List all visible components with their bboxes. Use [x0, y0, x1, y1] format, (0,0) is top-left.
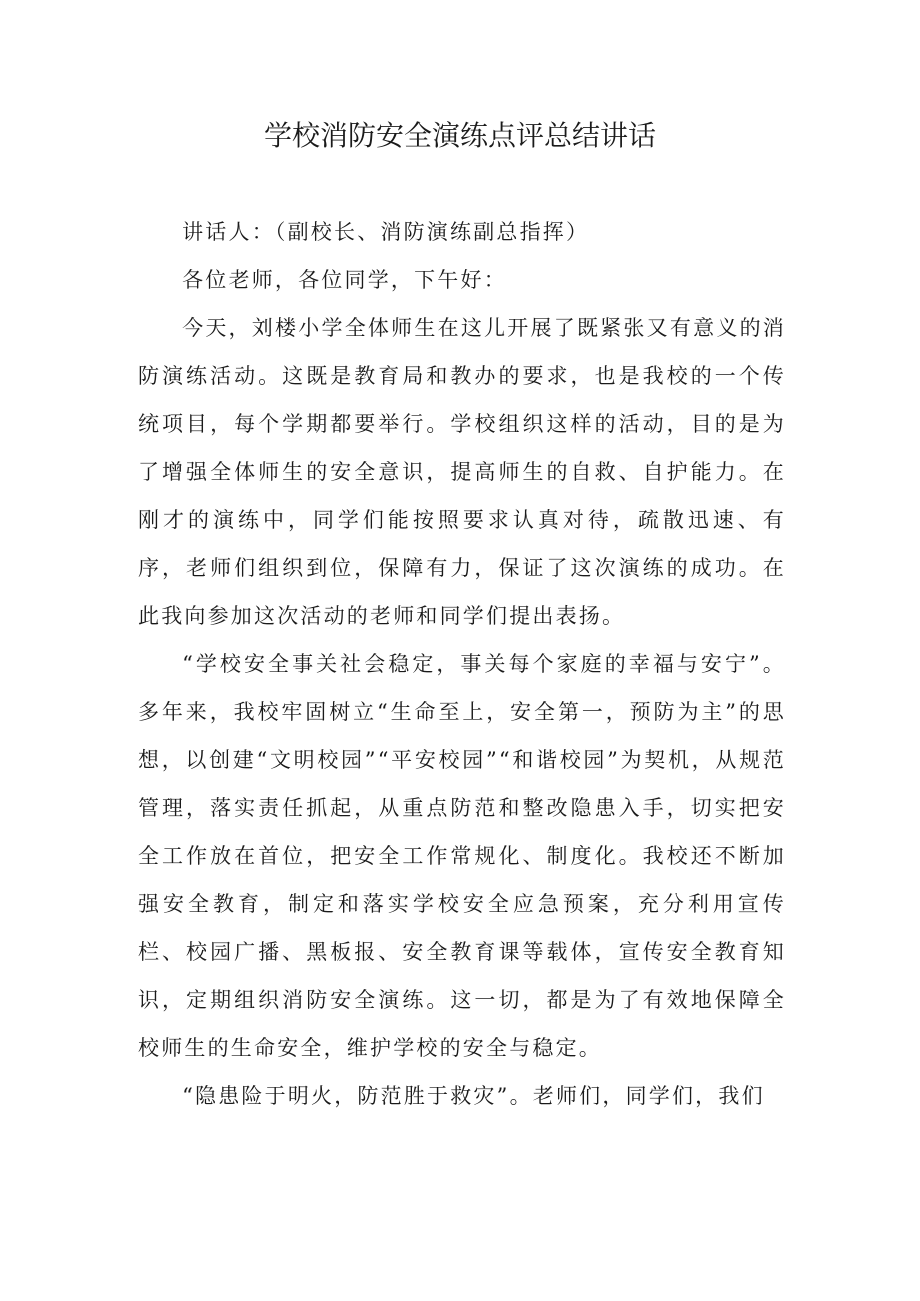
document-body	[138, 208, 786, 1120]
paragraph-2: “学校安全事关社会稳定，事关每个家庭的幸福与安宁”。多年来，我校牢固树立“生命至上，安全第一，预防为主”的思想，以创建“文明校园”“平安校园”“和谐校园”为契机，从规范管理，落实责任抓起，从重点防范和整改隐患入手，切实把安全工作放在首位，把安全工作常规化、制度化。我校还不断加强安全教育，制定和落实学校安全应急预案，充分利用宣传栏、校园广播、黑板报、安全教育课等载体，宣传安全教育知识，定期组织消防安全演练。这一切，都是为了有效地保障全校师生的生命安全，维护学校的安全与稳定。	[138, 652, 786, 1060]
greeting-line: 各位老师，各位同学，下午好：	[182, 268, 507, 292]
speaker-line: 讲话人：（副校长、消防演练副总指挥）	[182, 220, 590, 244]
document-title: 学校消防安全演练点评总结讲话	[263, 119, 656, 152]
paragraph-1: 今天，刘楼小学全体师生在这儿开展了既紧张又有意义的消防演练活动。这既是教育局和教办的要求，也是我校的一个传统项目，每个学期都要举行。学校组织这样的活动，目的是为了增强全体师生的安全意识，提高师生的自救、自护能力。在刚才的演练中，同学们能按照要求认真对待，疏散迅速、有序，老师们组织到位，保障有力，保证了这次演练的成功。在此我向参加这次活动的老师和同学们提出表扬。	[138, 316, 786, 628]
paragraph-3: “隐患险于明火，防范胜于救灾”。老师们，同学们，我们	[182, 1084, 765, 1108]
